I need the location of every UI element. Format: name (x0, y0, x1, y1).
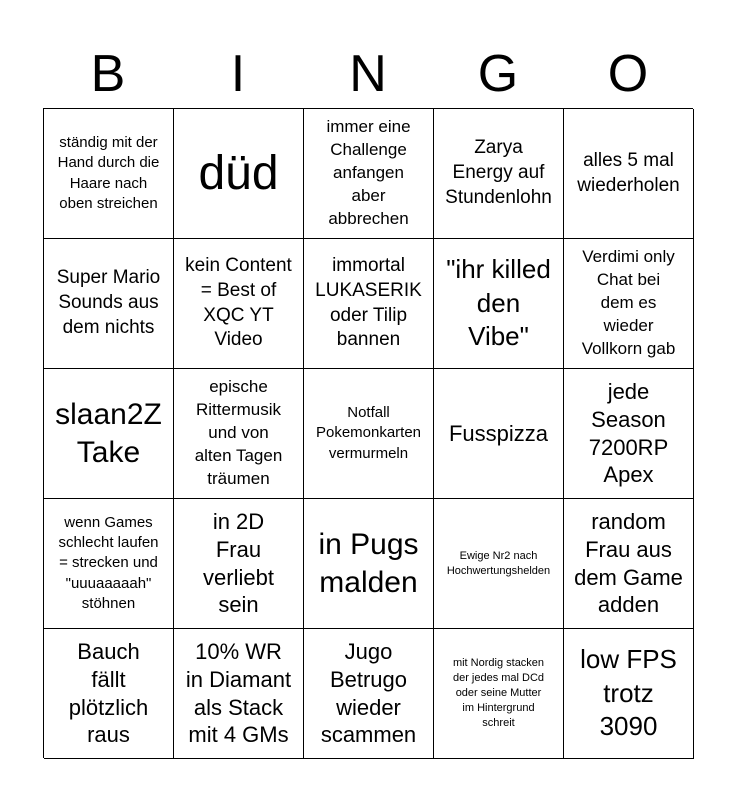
cell-text: in Pugs malden (318, 528, 419, 599)
cell-text: Notfall Pokemonkarten vermurmeln (315, 404, 422, 462)
bingo-cell-r1c5[interactable] (564, 109, 694, 239)
bingo-cell-r5c4[interactable] (434, 629, 564, 759)
bingo-cell-r5c2[interactable] (174, 629, 304, 759)
bingo-cell-r5c3[interactable] (304, 629, 434, 759)
cell-text: Verdimi only Chat bei dem es wieder Vollkorn gab (581, 247, 676, 358)
bingo-cell-r2c4[interactable] (434, 239, 564, 369)
cell-text: Jugo Betrugo wieder scammen (320, 638, 417, 748)
cell-text: slaan2Z Take (55, 398, 162, 469)
cell-text: jede Season 7200RP Apex (588, 378, 669, 488)
cell-text: Bauch fällt plötzlich raus (68, 638, 149, 748)
cell-text: alles 5 mal wiederholen (577, 149, 680, 196)
bingo-cell-r3c4[interactable] (434, 369, 564, 499)
bingo-cell-r3c2[interactable] (174, 369, 304, 499)
cell-text: düd (198, 146, 279, 200)
bingo-board (43, 108, 693, 758)
bingo-cell-r1c2[interactable] (174, 109, 304, 239)
cell-text: in 2D Frau verliebt sein (203, 508, 274, 618)
cell-text: Zarya Energy auf Stundenlohn (445, 137, 552, 208)
bingo-cell-r3c3[interactable] (304, 369, 434, 499)
bingo-cell-r1c3[interactable] (304, 109, 434, 239)
bingo-cell-r3c1[interactable] (44, 369, 174, 499)
cell-text: mit Nordig stacken der jedes mal DCd oder seine Mutter im Hintergrund schreit (452, 657, 545, 729)
bingo-cell-r1c1[interactable] (44, 109, 174, 239)
bingo-cell-r5c5[interactable] (564, 629, 694, 759)
bingo-cell-r5c1[interactable] (44, 629, 174, 759)
cell-text: low FPS trotz 3090 (580, 643, 677, 742)
cell-text: epische Rittermusik und von alten Tagen träumen (194, 377, 283, 488)
cell-text: wenn Games schlecht laufen = strecken und "uuuaaaaah" stöhnen (58, 513, 159, 612)
header-letter-n: N (349, 45, 387, 103)
bingo-cell-r3c5[interactable] (564, 369, 694, 499)
bingo-cell-r1c4[interactable] (434, 109, 564, 239)
cell-text: 10% WR in Diamant als Stack mit 4 GMs (185, 638, 292, 748)
cell-text: Ewige Nr2 nach Hochwertungshelden (446, 549, 551, 577)
cell-text: random Frau aus dem Game adden (574, 508, 683, 618)
cell-text: immer eine Challenge anfangen aber abbrechen (326, 117, 411, 228)
bingo-cell-r4c4[interactable] (434, 499, 564, 629)
header-letter-o: O (607, 45, 649, 103)
cell-text: Fusspizza (448, 420, 549, 446)
header-letter-g: G (477, 45, 519, 103)
cell-text: immortal LUKASERIK oder Tilip bannen (315, 255, 422, 351)
cell-text: Super Mario Sounds aus dem nichts (56, 267, 161, 338)
bingo-cell-r4c1[interactable] (44, 499, 174, 629)
bingo-cell-r2c3[interactable] (304, 239, 434, 369)
header-letter-i: I (230, 45, 246, 103)
bingo-cell-r4c3[interactable] (304, 499, 434, 629)
bingo-cell-r2c2[interactable] (174, 239, 304, 369)
cell-text: ständig mit der Hand durch die Haare nach oben streichen (57, 134, 160, 212)
header-letter-b: B (90, 45, 126, 103)
bingo-cell-r4c2[interactable] (174, 499, 304, 629)
cell-text: kein Content = Best of XQC YT Video (185, 255, 292, 351)
cell-text: "ihr killed den Vibe" (446, 253, 551, 352)
bingo-header (43, 40, 693, 108)
bingo-cell-r2c5[interactable] (564, 239, 694, 369)
bingo-cell-r4c5[interactable] (564, 499, 694, 629)
bingo-cell-r2c1[interactable] (44, 239, 174, 369)
